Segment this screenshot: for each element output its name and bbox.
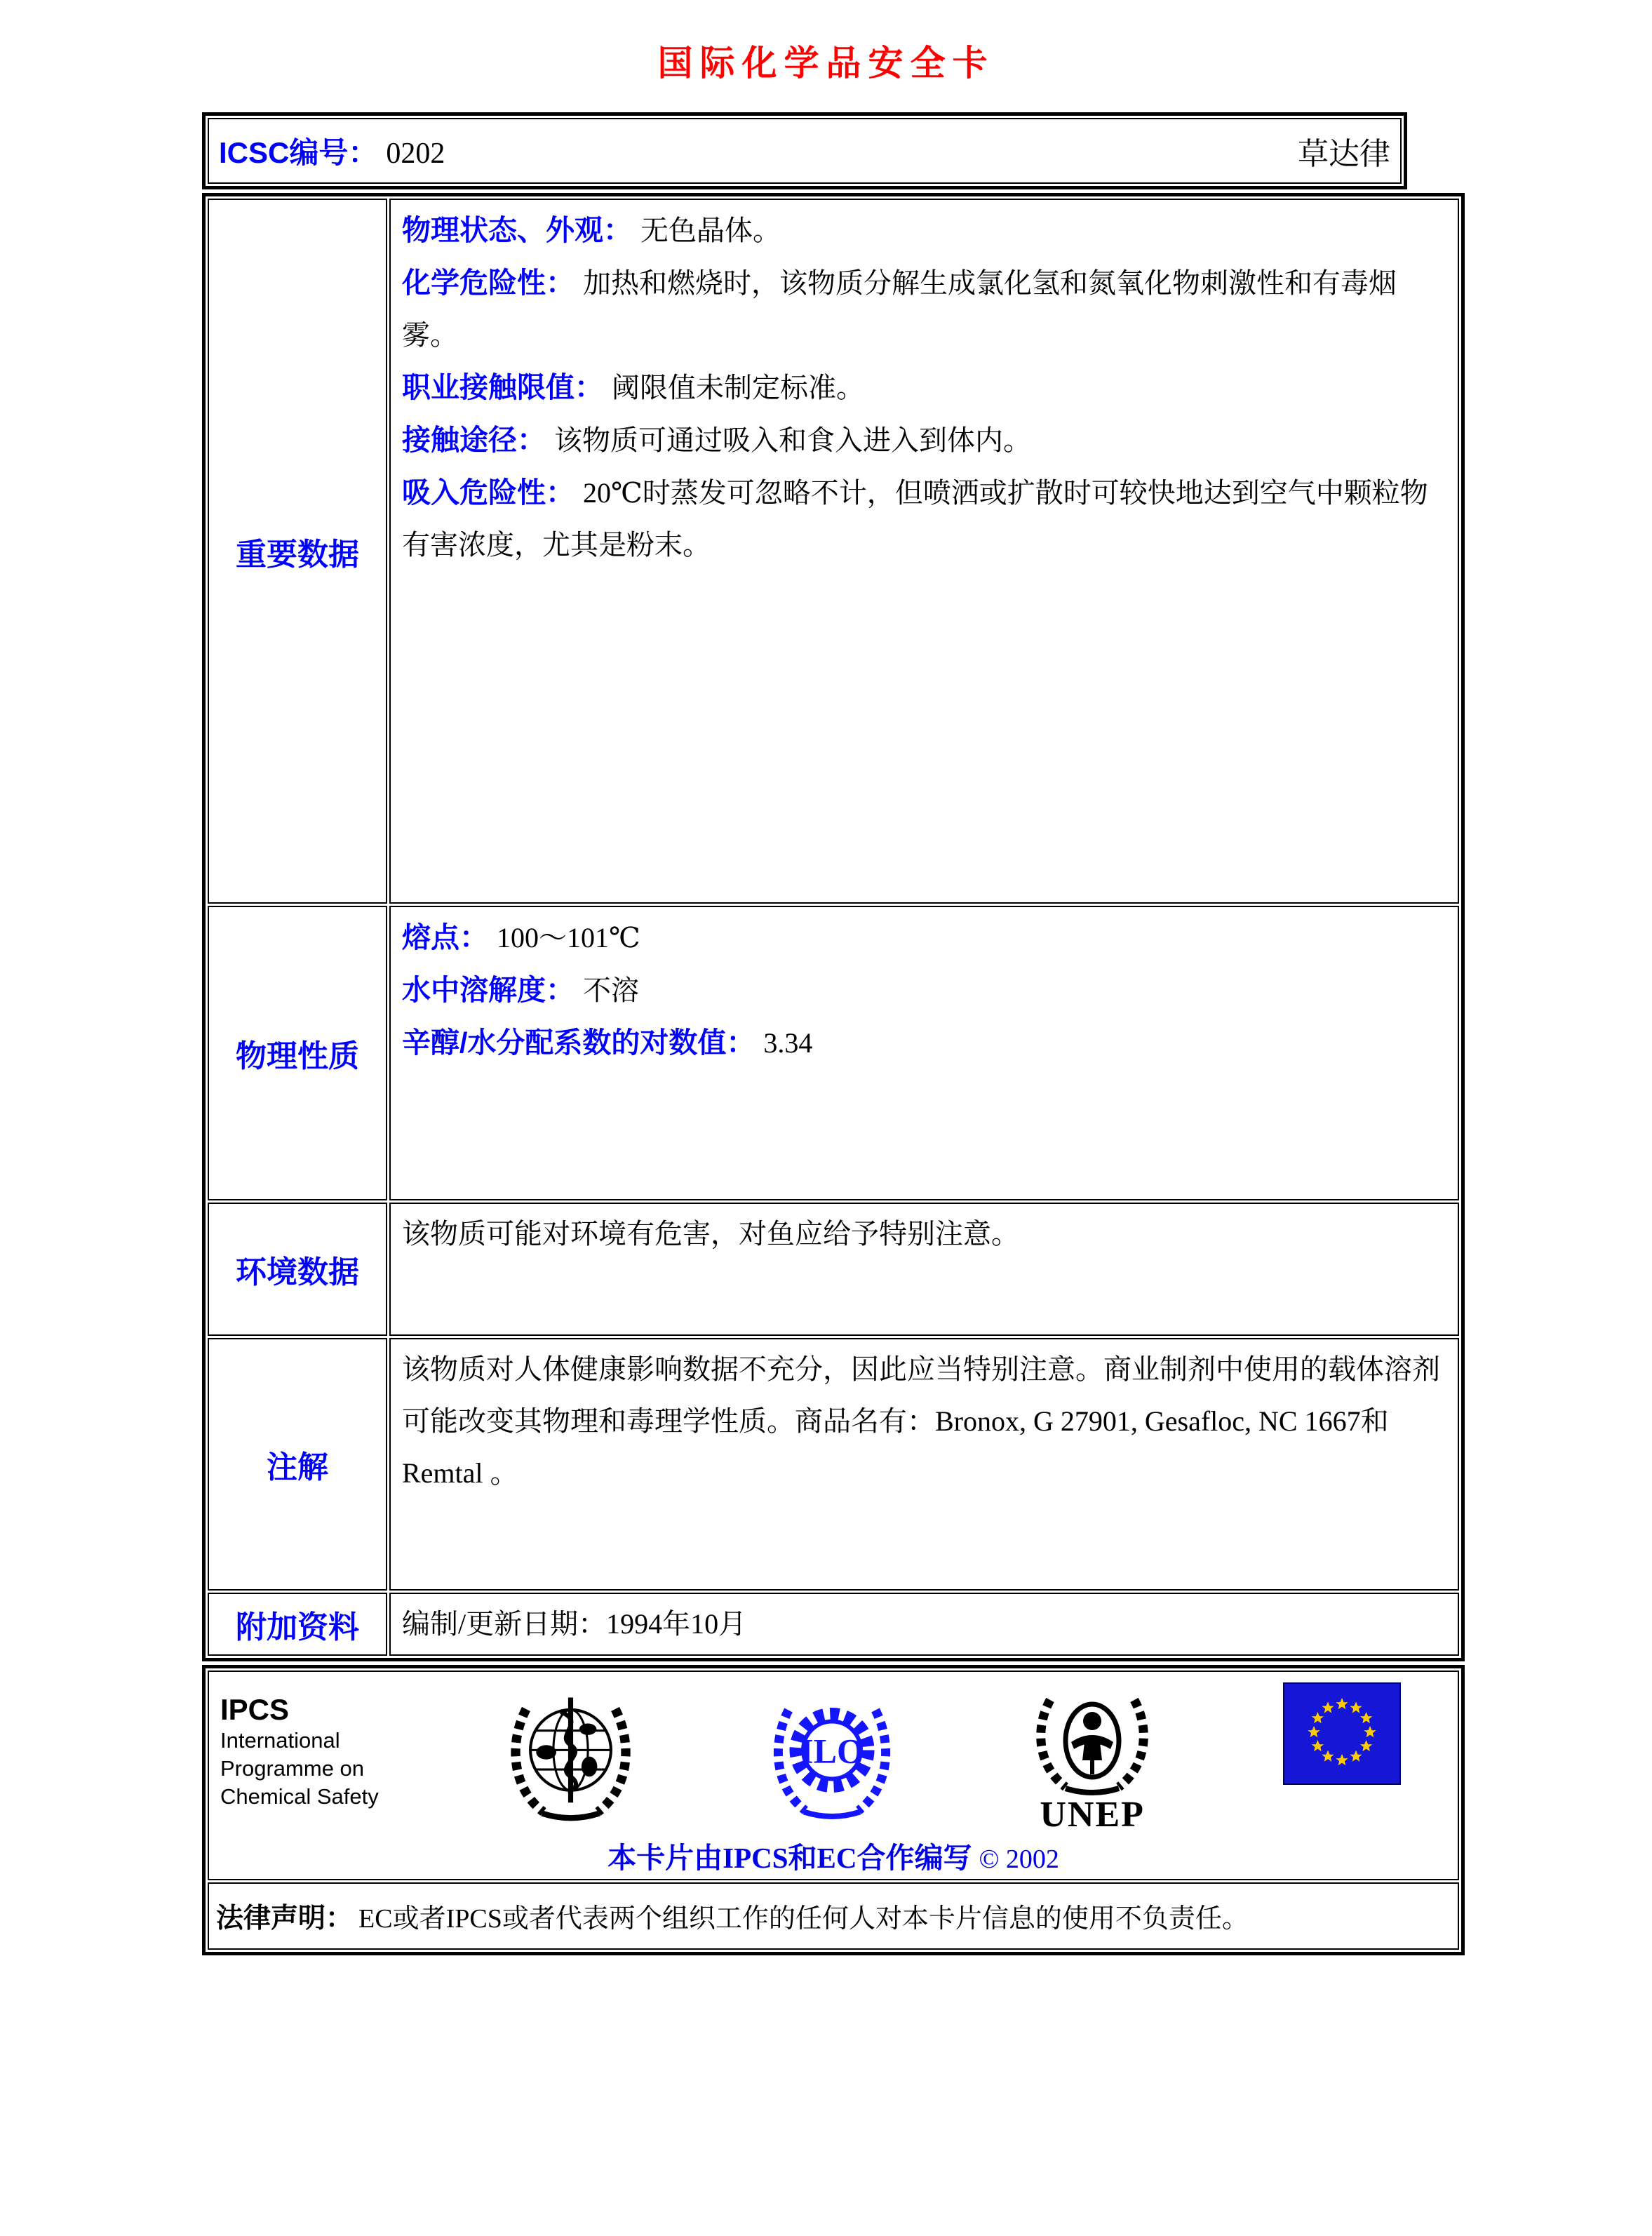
copyright: © 2002	[979, 1845, 1059, 1874]
row-additional-info	[208, 1593, 1459, 1656]
field-value: 3.34	[763, 1027, 813, 1059]
section-label-environment: 环境数据	[208, 1203, 387, 1336]
page-title: 国际化学品安全卡	[657, 43, 995, 83]
ipcs-line: Programme on	[220, 1756, 365, 1781]
credit-line	[216, 1835, 1451, 1876]
field-inhalation-risk	[402, 467, 1446, 571]
unep-logo-icon	[1022, 1682, 1162, 1801]
field-water-solubility	[402, 964, 1446, 1017]
field-label: 化学危险性：	[402, 267, 575, 299]
field-value: 阈限值未制定标准。	[612, 372, 864, 403]
field-physical-state	[402, 204, 1446, 257]
icsc-label: ICSC编号：	[219, 136, 378, 169]
footer-table	[202, 1665, 1465, 1955]
row-physical-properties	[208, 906, 1459, 1200]
row-legal	[208, 1882, 1459, 1950]
ipcs-line: Chemical Safety	[220, 1784, 379, 1809]
environment-content	[389, 1203, 1459, 1336]
field-value: 不溶	[583, 975, 639, 1006]
chemical-name: 草达律	[1298, 137, 1390, 171]
legal-cell	[208, 1882, 1459, 1950]
ipcs-wordmark	[220, 1682, 379, 1811]
field-occupational-limit	[402, 361, 1446, 414]
field-value: 该物质对人体健康影响数据不充分，因此应当特别注意。商业制剂中使用的载体溶剂可能改变其物理和毒理学性质。商品名有：Bronox, G 27901, Gesafloc, NC 1667和Remtal 。	[402, 1353, 1440, 1489]
field-value: 加热和燃烧时，该物质分解生成氯化氢和氮氧化物刺激性和有毒烟雾。	[402, 267, 1397, 351]
field-label: 熔点：	[402, 921, 488, 953]
field-chemical-danger	[402, 257, 1446, 361]
additional-content	[389, 1593, 1459, 1656]
legal-label: 法律声明：	[216, 1903, 354, 1934]
who-logo-icon	[499, 1682, 643, 1826]
field-label: 职业接触限值：	[402, 371, 603, 403]
row-notes	[208, 1338, 1459, 1591]
field-value: 100～101℃	[497, 922, 640, 953]
icsc-number-group	[219, 130, 445, 172]
eu-flag-icon	[1282, 1682, 1402, 1786]
unep-letters: UNEP	[1040, 1795, 1145, 1835]
row-important-data	[208, 199, 1459, 904]
section-label-notes: 注解	[208, 1338, 387, 1591]
field-value: 该物质可能对环境有危害，对鱼应给予特别注意。	[402, 1218, 1019, 1250]
field-value: 无色晶体。	[640, 215, 781, 246]
logos-cell	[208, 1671, 1459, 1880]
field-update-date: 编制/更新日期：1994年10月	[402, 1608, 747, 1640]
field-exposure-route	[402, 414, 1446, 467]
header-table	[202, 112, 1407, 189]
main-table	[202, 193, 1465, 1661]
field-label: 吸入危险性：	[402, 476, 575, 509]
field-melting-point	[402, 911, 1446, 964]
notes-content	[389, 1338, 1459, 1591]
ilo-logo-icon	[762, 1682, 902, 1826]
physical-content	[389, 906, 1459, 1200]
section-label-physical: 物理性质	[208, 906, 387, 1200]
field-label: 接触途径：	[402, 424, 546, 456]
field-label: 物理状态、外观：	[402, 214, 632, 246]
legal-text: EC或者IPCS或者代表两个组织工作的任何人对本卡片信息的使用不负责任。	[358, 1904, 1249, 1934]
field-partition-coefficient	[402, 1017, 1446, 1069]
field-value: 20℃时蒸发可忽略不计，但喷洒或扩散时可较快地达到空气中颗粒物有害浓度，尤其是粉末。	[402, 477, 1428, 561]
row-environmental-data	[208, 1203, 1459, 1336]
ilo-letters: ILO	[800, 1731, 865, 1771]
field-label: 水中溶解度：	[402, 974, 575, 1006]
header-row	[208, 118, 1402, 184]
ipcs-line: International	[220, 1728, 340, 1753]
unep-logo	[1022, 1682, 1162, 1833]
icsc-number: 0202	[386, 138, 445, 170]
credit-text: 本卡片由IPCS和EC合作编写	[607, 1842, 972, 1874]
ipcs-title: IPCS	[220, 1693, 290, 1726]
section-label-additional: 附加资料	[208, 1593, 387, 1656]
field-label: 辛醇/水分配系数的对数值：	[402, 1026, 756, 1059]
field-value: 该物质可通过吸入和食入进入到体内。	[554, 424, 1031, 456]
important-content	[389, 199, 1459, 904]
row-logos	[208, 1671, 1459, 1880]
section-label-important: 重要数据	[208, 199, 387, 904]
